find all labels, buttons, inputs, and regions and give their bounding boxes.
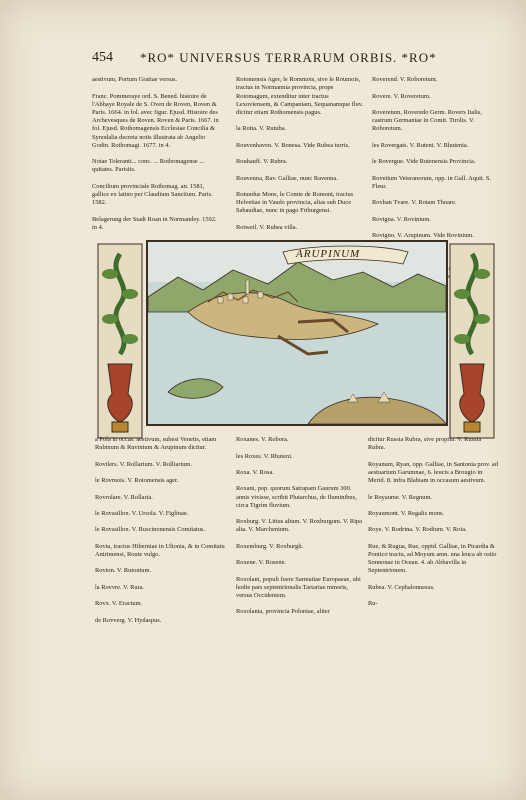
entry: Rovrolare. V. Rollaria. bbox=[95, 493, 153, 501]
entry: le Rovssillon. V. Ruscinonensis Comitatus. bbox=[95, 526, 206, 534]
entry: Rovx. V. Eractum. bbox=[95, 600, 143, 608]
entry: Rovton. V. Rutonium. bbox=[95, 567, 152, 575]
entry: Roxani, pop. quorum Satrapam Gaurum 300. annis vixisse, scribit Plutarchus, de fluminibus, circa Tigrim fluvium. bbox=[236, 485, 357, 509]
entry: le Rovssillon. V. Ursola. V. Figlinae. bbox=[95, 510, 189, 518]
page-number: 454 bbox=[92, 50, 113, 65]
entry: Rotomensis Ager, le Rommois, sive le Roumois, tractus in Normannia provincia, prope Rotomagum, extenditur inter tractus Lexoviensem, & Campaniam, Sequanamque fluv. dicitur etiam Rothomensis pagus. bbox=[236, 76, 364, 117]
entry: Roxene. V. Rosene. bbox=[236, 559, 286, 567]
entry: dicitur Russia Rubra, sive propria. V. Russia Rubra. bbox=[368, 436, 482, 452]
running-title: *RO* UNIVERSUS TERRARUM ORBIS. *RO* bbox=[140, 50, 437, 65]
entry: a Pola in occas. aestivum, subest Venetis, etiam Rubinum & Ruvinium & Arupinum dicitur. bbox=[95, 436, 217, 452]
text-column-top-left bbox=[92, 68, 220, 231]
plate-illustration bbox=[148, 242, 446, 424]
entry: le Royaume. V. Regnum. bbox=[368, 493, 433, 501]
entry: Roye. V. Rodrina. V. Rodium. V. Roia. bbox=[368, 526, 467, 534]
entry: Franc. Pommeraye ord. S. Bened. histoire de l'Abbaye Royale de S. Oven de Roven, Roven & Paris. 1664. in fol. avec figur. Ejusd. Histoire des Archevesques de Roven. Roven & Paris. 1667. in fol. Ejusd. Rothomagensis Ecclesiae Concilia & Synodalia decreta notis illustrata ab Angelio Godin. Rothomagi. 1677. in 4. bbox=[92, 92, 219, 149]
entry: les Rovergats. V. Ruteni. V. Rhutenia. bbox=[372, 141, 469, 149]
entry: Roxolania, provincia Poloniae, aliter bbox=[236, 608, 330, 616]
entry: Ru- bbox=[368, 600, 378, 608]
text-column-bottom-left bbox=[95, 428, 227, 624]
entry: de Rovverg. V. Hydaspus. bbox=[95, 616, 162, 624]
entry: Rovilers. V. Rollarium. V. Rolliarium. bbox=[95, 460, 192, 468]
text-column-top-right bbox=[372, 68, 492, 240]
entry: Royanum, Ryan, opp. Galliae, in Santonia prov. ad aestuarium Garumnae, 6. leucis a Brougio in Merid. 8. infra Blabiam in occasum aestivum. bbox=[368, 460, 498, 485]
text-column-top-middle bbox=[236, 68, 366, 231]
entry: Roxolani, populi fuere Sarmatiae Europaeae, ubi hodie pars septentrionalis Tartariae minoris, versus Occidentem. bbox=[236, 575, 361, 600]
entry: aestivum, Portum Gratiae versus. bbox=[92, 76, 178, 84]
entry: Royaumont. V. Regalis mons. bbox=[368, 510, 445, 518]
entry: Rouhauff. V. Rubra. bbox=[236, 158, 288, 166]
entry: Rovigno. V. Arupinum. Vide Rovinium. bbox=[372, 232, 474, 240]
entry: Rovhan Tvare. V. Rotam Thoare. bbox=[372, 199, 457, 207]
page-header bbox=[0, 50, 526, 68]
entry: Rotundus Mons, le Comte de Romont, tractus Helvetiae in Vaudo provincia, alias sub Duce Sabaudiae, nunc in pago Friburgensi. bbox=[236, 191, 354, 215]
ornamental-vase-left bbox=[98, 244, 142, 438]
entry: Rovta, tractus Hiberniae in Ultonia, & in Comitatu Antrimensi, Route vulgo. bbox=[95, 542, 225, 559]
entry: Roveretum, Roveredo Germ. Rovers Italis, castrum Germaniae in Comit. Tirolis. V. Roboretum. bbox=[372, 109, 482, 133]
entry: Roxemburg. V. Roxburgh. bbox=[236, 542, 304, 550]
entry: Roxanes. V. Robora. bbox=[236, 436, 289, 444]
entry: Rovere. V. Roveretum. bbox=[372, 92, 431, 100]
entry: Roxburg. V. Littus altum. V. Roxburgum. V. Ripa alta. V. Marchenium. bbox=[236, 518, 362, 534]
entry: Rouvenna, Rav. Galliae, nunc Ravenna. bbox=[236, 174, 338, 182]
entry: Rovigna. V. Rovinium. bbox=[372, 215, 431, 223]
entry: Concilium provinciale Rothomag. an. 1581, gallice ex latino per Claudium Sanctium. Paris. 1582. bbox=[92, 182, 213, 207]
entry: Rubea. V. Cephalonnesus. bbox=[368, 583, 435, 591]
entry: Roverend. V. Roboretum. bbox=[372, 76, 438, 84]
entry: Notae Toleranti... conc. ... Rothomagense ... quitates. Parisiis. bbox=[92, 158, 205, 174]
entry: Rotweil. V. Rubea villa. bbox=[236, 223, 298, 231]
plate-title: ARUPINUM bbox=[296, 248, 361, 260]
entry: Rovetium Veteranorum, opp. in Gall. Aquit. S. Fleur. bbox=[372, 174, 491, 190]
entry: la Rovvre. V. Rura. bbox=[95, 583, 145, 591]
entry: le Rovmois. V. Rotomensis ager. bbox=[95, 477, 179, 485]
entry: les Roxes. V. Rhuteni. bbox=[236, 452, 293, 460]
text-column-bottom-right bbox=[368, 428, 498, 618]
ornamental-vase-right bbox=[450, 244, 494, 438]
entry: le Rovergue. Vide Rutenensis Provincia. bbox=[372, 158, 476, 166]
entry: Rue, & Rugua, Rue, oppid. Galliae, in Picardia & Pontico tractu, ad Moyum amn. una leuca ab ostio Sonnonae in Ocean. 4. ab Abbavilla in Septentrionem. bbox=[368, 542, 497, 575]
entry: Rouvenhaven. V. Bonesa. Vide Rubea turris. bbox=[236, 141, 350, 149]
entry: la Rotta. V. Rutuba. bbox=[236, 125, 287, 133]
text-column-bottom-middle bbox=[236, 428, 362, 618]
engraved-town-view bbox=[146, 240, 448, 426]
entry: Belagerung der Stadt Roan in Normandey. 1592. in 4. bbox=[92, 215, 217, 231]
entry: Roxa. V. Rosa. bbox=[236, 469, 274, 477]
